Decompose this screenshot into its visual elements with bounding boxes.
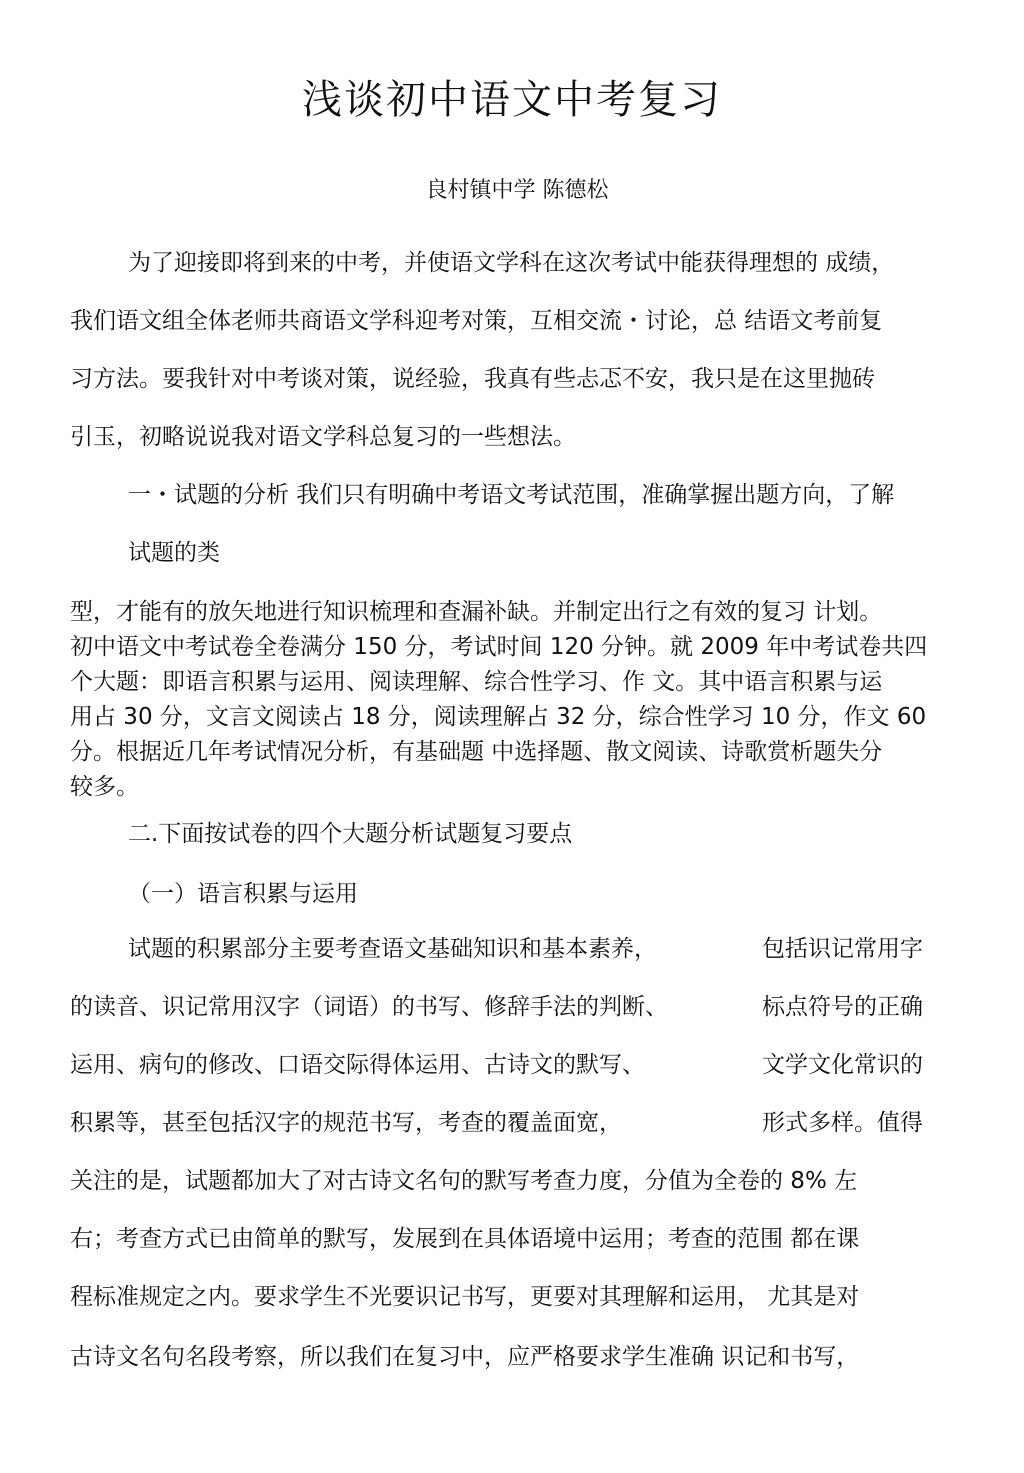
dense-line: 较多。 [70,774,139,800]
section2-heading: 二.下面按试卷的四个大题分析试题复习要点 [128,821,573,847]
intro-line-3: 习方法。要我针对中考谈对策，说经验，我真有些忐忑不安，我只是在这里抛砖 [70,366,875,392]
tail-line: 右；考查方式已由简单的默写，发展到在具体语境中运用；考查的范围 都在课 [70,1226,860,1252]
intro-line-4: 引玉，初略说说我对语文学科总复习的一些想法。 [70,424,576,450]
subsection1-heading: （一）语言积累与运用 [128,881,358,907]
dense-line: 分。根据近几年考试情况分析，有基础题 中选择题、散文阅读、诗歌赏析题失分 [70,739,883,765]
split-row-left: 运用、病句的修改、口语交际得体运用、古诗文的默写、 [70,1052,645,1078]
split-row-right: 文学文化常识的 [762,1052,923,1078]
intro-line-1: 为了迎接即将到来的中考，并使语文学科在这次考试中能获得理想的 成绩， [128,250,895,276]
split-row-left: 积累等，甚至包括汉字的规范书写，考查的覆盖面宽， [70,1110,622,1136]
dense-line: 初中语文中考试卷全卷满分 150 分，考试时间 120 分钟。就 2009 年中考试卷共四 [70,634,928,660]
tail-line: 关注的是，试题都加大了对古诗文名句的默写考查力度，分值为全卷的 8% 左 [70,1168,858,1194]
tail-line: 程标准规定之内。要求学生不光要识记书写，更要对其理解和运用， 尤其是对 [70,1284,860,1310]
dense-paragraph [70,595,970,805]
split-row-right: 标点符号的正确 [762,994,923,1020]
split-row-left: 的读音、识记常用汉字（词语）的书写、修辞手法的判断、 [70,994,668,1020]
split-row-right: 形式多样。值得 [762,1110,923,1136]
dense-line: 用占 30 分，文言文阅读占 18 分，阅读理解占 32 分，综合性学习 10 分，作文 60 [70,704,927,730]
document-title: 浅谈初中语文中考复习 [302,77,722,123]
section1-line-1: 一・试题的分析 我们只有明确中考语文考试范围，准确掌握出题方向，了解 [128,482,895,508]
intro-line-2: 我们语文组全体老师共商语文学科迎考对策，互相交流・讨论，总 结语文考前复 [70,308,883,334]
author-line: 良村镇中学 陈德松 [425,178,609,203]
split-row-right: 包括识记常用字 [762,936,923,962]
section1-line-2: 试题的类 [128,540,220,566]
dense-line: 个大题：即语言积累与运用、阅读理解、综合性学习、作 文。其中语言积累与运 [70,669,883,695]
dense-line: 型，才能有的放矢地进行知识梳理和查漏补缺。并制定出行之有效的复习 计划。 [70,599,883,625]
tail-line: 古诗文名句名段考察，所以我们在复习中，应严格要求学生准确 识记和书写， [70,1344,860,1370]
split-row-left: 试题的积累部分主要考查语文基础知识和基本素养， [128,936,657,962]
